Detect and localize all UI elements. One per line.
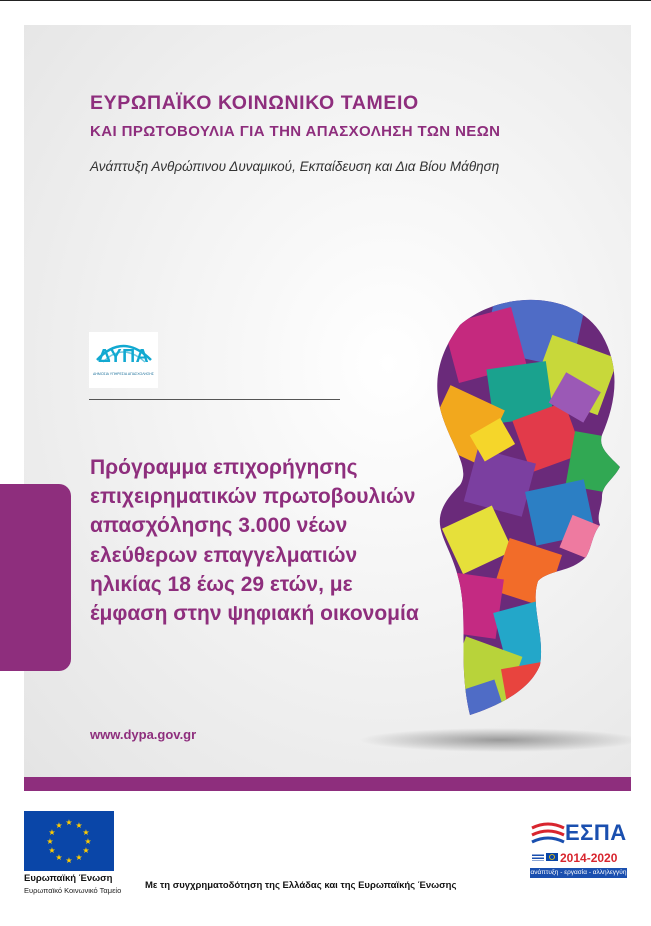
- website-link[interactable]: www.dypa.gov.gr: [90, 727, 197, 742]
- bottom-purple-bar: [24, 777, 631, 791]
- svg-text:★: ★: [48, 828, 56, 837]
- svg-text:★: ★: [75, 853, 83, 862]
- poster-subtitle: Ανάπτυξη Ανθρώπινου Δυναμικού, Εκπαίδευση και Δια Βίου Μάθηση: [90, 159, 500, 174]
- svg-text:★: ★: [48, 846, 56, 855]
- svg-text:★: ★: [75, 821, 83, 830]
- svg-text:★: ★: [82, 828, 90, 837]
- top-border-line: [0, 0, 651, 1]
- cofunding-statement: Με τη συγχρηματοδότηση της Ελλάδας και της Ευρωπαϊκής Ένωσης: [145, 880, 457, 891]
- svg-text:★: ★: [65, 818, 73, 827]
- dypa-logo: [89, 332, 158, 388]
- programme-headline: Πρόγραμμα επιχορήγησης επιχειρηματικών πρωτοβουλιών απασχόλησης 3.000 νέων ελεύθερων επαγγελματιών ηλικίας 18 έως 29 ετών, με έμφαση στην ψηφιακή οικονομία: [90, 456, 419, 626]
- svg-text:★: ★: [82, 846, 90, 855]
- svg-text:★: ★: [84, 837, 92, 846]
- espa-years: 2014-2020: [560, 851, 618, 865]
- purple-side-tab: [0, 484, 71, 671]
- espa-tagline: ανάπτυξη - εργασία - αλληλεγγύη: [530, 869, 627, 876]
- dypa-logo-tagline: ΔΗΜΟΣΙΑ ΥΠΗΡΕΣΙΑ ΑΠΑΣΧΟΛΗΣΗΣ: [93, 372, 154, 376]
- mosaic-tiles: [340, 285, 631, 755]
- mosaic-face-illustration: [340, 285, 631, 755]
- poster-title: ΕΥΡΩΠΑΪΚΟ ΚΟΙΝΩΝΙΚΟ ΤΑΜΕΙΟ: [90, 92, 419, 114]
- eu-fund-label: Ευρωπαϊκό Κοινωνικό Ταμείο: [24, 886, 122, 895]
- eu-flag-icon: [24, 811, 114, 871]
- svg-text:★: ★: [55, 853, 63, 862]
- svg-text:★: ★: [65, 856, 73, 865]
- divider-rule: [89, 399, 340, 400]
- svg-text:★: ★: [46, 837, 54, 846]
- eu-name-label: Ευρωπαϊκή Ένωση: [24, 873, 113, 884]
- dypa-logo-text: ΔΥΠΑ: [97, 346, 150, 366]
- espa-name: ΕΣΠΑ: [565, 820, 627, 845]
- poster-title-line2: ΚΑΙ ΠΡΩΤΟΒΟΥΛΙΑ ΓΙΑ ΤΗΝ ΑΠΑΣΧΟΛΗΣΗ ΤΩΝ ΝΕΩΝ: [90, 123, 501, 140]
- svg-text:★: ★: [55, 821, 63, 830]
- face-shadow: [360, 728, 631, 752]
